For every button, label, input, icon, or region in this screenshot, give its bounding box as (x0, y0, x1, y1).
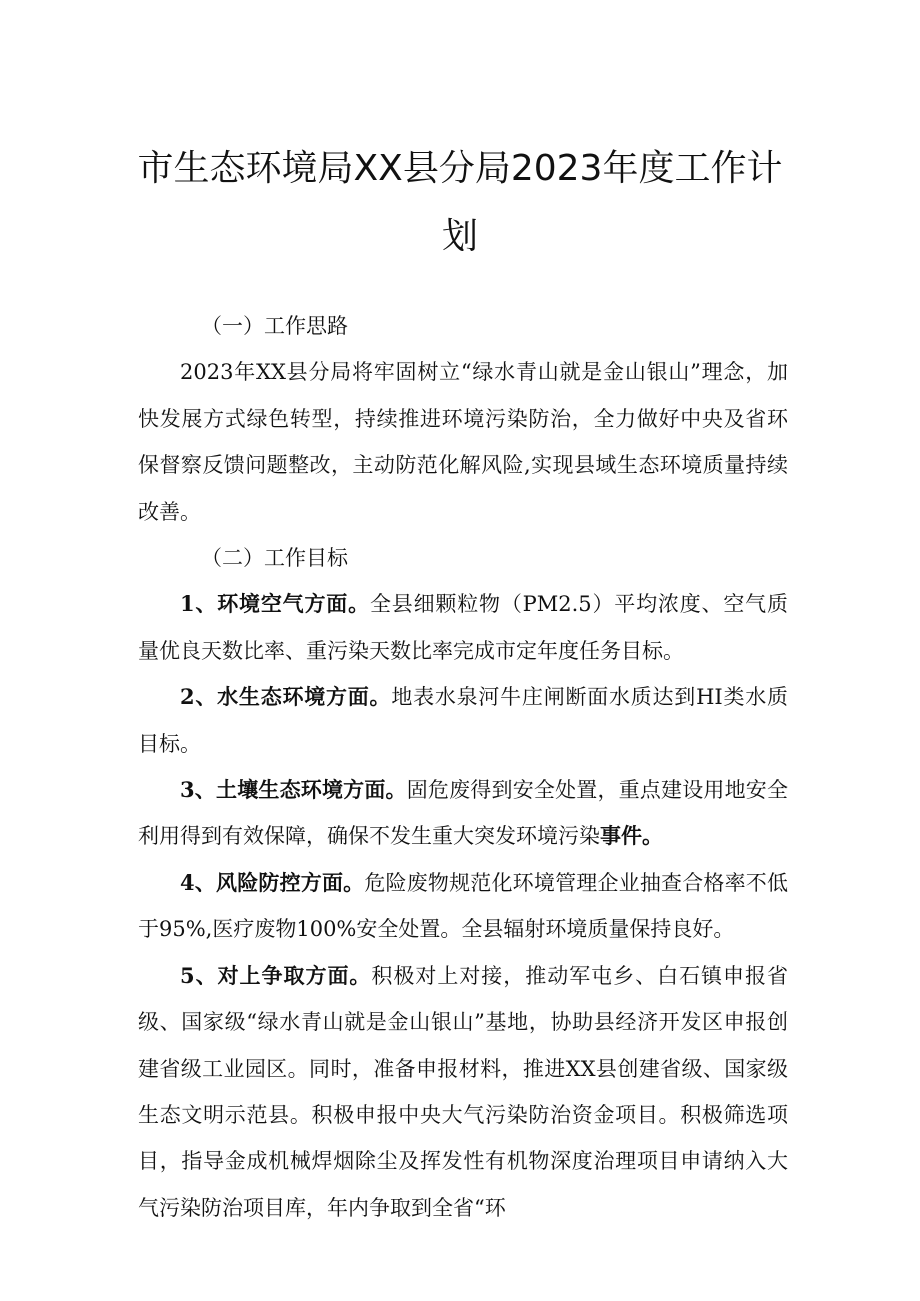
goal-item-funding (138, 953, 788, 1231)
goal-item-text: 积极对上对接，推动军屯乡、白石镇申报省级、国家级“绿水青山就是金山银山”基地，协助县经济开发区申报创建省级工业园区。同时，准备申报材料，推进XX县创建省级、国家级生态文明示范县。积极申报中央大气污染防治资金项目。积极筛选项目，指导金成机械焊烟除尘及挥发性有机物深度治理项目申请纳入大气污染防治项目库，年内争取到全省“环 (138, 963, 788, 1220)
goal-item-label: 2、水生态环境方面。 (180, 684, 392, 710)
goal-item-label: 4、风险防控方面。 (180, 869, 365, 895)
goal-item-label: 5、对上争取方面。 (180, 962, 372, 988)
goal-item-air (138, 581, 788, 674)
section-heading-work-goals: （二）工作目标 (201, 546, 348, 571)
goal-item-tail: 事件。 (600, 823, 663, 849)
goal-item-risk (138, 860, 788, 953)
goal-item-soil (138, 767, 788, 860)
document-title-line1: 市生态环境局XX县分局2023年度工作计 (137, 148, 783, 189)
goal-item-label: 3、土壤生态环境方面。 (180, 777, 407, 803)
document-title-line2: 划 (441, 216, 478, 257)
goal-item-water (138, 674, 788, 767)
goal-item-text: 固危废得到安全处置，重点建设用地安全利用得到有效保障，确保不发生重大突发环境污染 (138, 778, 788, 849)
paragraph-work-ideas: 2023年XX县分局将牢固树立“绿水青山就是金山银山”理念，加快发展方式绿色转型，持续推进环境污染防治，全力做好中央及省环保督察反馈问题整改，主动防范化解风险,实现县域生态环境质量持续改善。 (138, 360, 788, 524)
goal-item-text: 全县细颗粒物（PM2.5）平均浓度、空气质量优良天数比率、重污染天数比率完成市定年度任务目标。 (138, 592, 788, 663)
goal-item-label: 1、环境空气方面。 (180, 591, 370, 617)
goal-item-text: 地表水泉河牛庄闸断面水质达到HI类水质目标。 (138, 685, 788, 756)
goal-item-text: 危险废物规范化环境管理企业抽查合格率不低于95%,医疗废物100%安全处置。全县辐射环境质量保持良好。 (138, 870, 788, 942)
section-heading-work-ideas: （一）工作思路 (201, 314, 348, 338)
document-body (138, 303, 788, 1231)
